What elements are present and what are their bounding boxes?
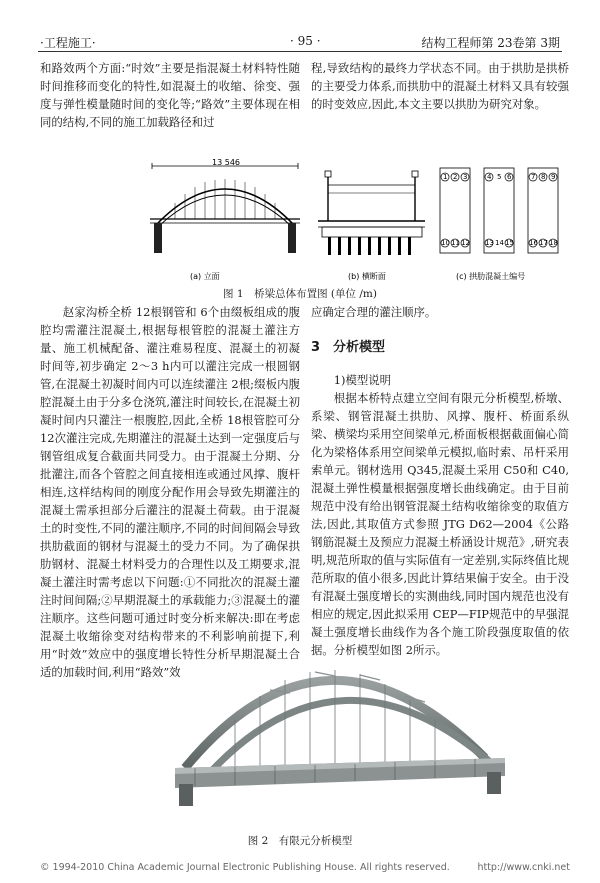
figure-2-fe-model [175, 618, 505, 816]
figure-1-caption: 图 1 桥梁总体布置图 (单位 /m) [223, 288, 377, 300]
paragraph: 根据本桥特点建立空间有限元分析模型,桥墩、系梁、钢管混凝土拱肋、风撑、腹杆、桥面系纵梁、横梁均采用空间梁单元,桥面板根据截面偏心简化为梁格体系用空间梁单元模拟,临时索、吊杆采用索单元。钢材选用 Q345,混凝土采用 C50和 C40,混凝土弹性模量根据强度增长曲线确定。由于目前规范中没有给出钢管混凝土结构收缩徐变的取值方法,因此,其取值方式参照 JTG D62—2004《公路钢筋混凝土及预应力混凝土桥涵设计规范》,研究表明,规范所取的值与实际值有一定差别,实际终值比规范所取的值小很多,因此计算结果偏于安全。由于没有混凝土强度增长的实测曲线,同时国内规范也没有相应的规定,因此拟采用 CEP—FIP规范中的早强混凝土强度增长曲线作为各个施工阶段强度取值的依据。分析模型如图 2所示。 [311, 391, 569, 657]
rib-number: 13 [485, 239, 494, 247]
copyright-text: © 1994-2010 China Academic Journal Electronic Publishing House. All rights reserved. [40, 862, 450, 873]
subsection-heading: 1)模型说明 [333, 373, 392, 387]
paragraph: 和路效两个方面:“时效”主要是指混凝土材料特性随时间推移而变化的特性,如混凝土的收缩、徐变、强度与弹性模量随时间的变化等;“路效”主要体现在相同的结构,不同的施工加载路径和过 [40, 61, 300, 129]
rib-number: 9 [551, 173, 556, 181]
rib-number: 3 [463, 173, 468, 181]
rib-number: 7 [531, 173, 536, 181]
subfigure-label: (c) 拱肋混凝土编号 [456, 272, 526, 281]
paragraph: 应确定合理的灌注顺序。 [311, 305, 437, 319]
rib-number: 14 [495, 239, 504, 247]
text-column-right-top [311, 59, 569, 113]
header-rule [38, 51, 562, 52]
rib-number: 1 [443, 173, 448, 181]
text-column-left-top [40, 59, 300, 131]
rib-number: 10 [441, 239, 450, 247]
page-number: · 95 · [290, 34, 321, 48]
section-heading: 3 分析模型 [311, 340, 386, 355]
rib-number: 11 [451, 239, 460, 247]
cross-section-drawing [318, 171, 425, 281]
rib-number: 6 [507, 173, 512, 181]
rib-number: 15 [505, 239, 514, 247]
figure-2-caption: 图 2 有限元分析模型 [247, 835, 353, 847]
rib-number: 17 [539, 239, 548, 247]
rib-number: 2 [453, 173, 458, 181]
rib-number: 5 [497, 173, 502, 181]
subfigure-label: (a) 立面 [190, 272, 220, 281]
figure-1-bridge-layout [150, 158, 570, 283]
rib-number: 16 [529, 239, 538, 247]
running-header-section: ·工程施工· [40, 36, 96, 50]
paragraph: 程,导致结构的最终力学状态不同。由于拱肋是拱桥的主要受力体系,而拱肋中的混凝土材料又具有较强的时变效应,因此,本文主要以拱肋为研究对象。 [311, 61, 569, 111]
subfigure-label: (b) 横断面 [348, 272, 386, 281]
footer-url: http://www.cnki.net [477, 862, 570, 873]
arch-rib-numbering-drawing [440, 168, 558, 281]
text-column-right [311, 303, 569, 659]
rib-number: 4 [487, 173, 492, 181]
span-dimension: 13 546 [212, 158, 240, 167]
rib-number: 12 [461, 239, 470, 247]
paragraph: 赵家沟桥全桥 12根钢管和 6个由缀板组成的腹腔均需灌注混凝土,根据每根管腔的混凝土灌注方量、施工机械配备、灌注难易程度、混凝土的初凝时间等,初步确定 2～3 h内可以灌注完成一根圆钢管,在混凝土初凝时间内可以连续灌注 2根;缀板内腹腔混凝土由于分多仓浇筑,灌注时间较长,在混凝土初凝时间内只灌注一根腹腔,因此,全桥 18根管腔可分 12次灌注完成,先期灌注的混凝土达到一定强度后与钢管组成复合截面共同受力。由于混凝土分期、分批灌注,而各个管腔之间直接相连或通过风撑、腹杆相连,这样结构间的刚度分配作用会导致先期灌注的混凝土需承担部分后灌注的混凝土荷载。由于混凝土的时变性,不同的灌注顺序,不同的时间间隔会导致拱肋截面的钢材与混凝土的受力不同。为了确保拱肋钢材、混凝土材料受力的合理性以及工期要求,混凝土灌注时需考虑以下问题:①不同批次的混凝土灌注时间间隔;②早期混凝土的承载能力;③混凝土的灌注顺序。这些问题可通过时变分析来解决:即在考虑混凝土收缩徐变对结构带来的不利影响前提下,利用“时效”效应中的强度增长特性分析早期混凝土合适的加载时间,利用“路效”效 [40, 305, 300, 679]
rib-number: 8 [541, 173, 546, 181]
elevation-drawing [150, 158, 300, 281]
journal-title: 结构工程师第 23卷第 3期 [421, 36, 560, 50]
copyright-footer [40, 862, 570, 873]
rib-number: 18 [549, 239, 558, 247]
